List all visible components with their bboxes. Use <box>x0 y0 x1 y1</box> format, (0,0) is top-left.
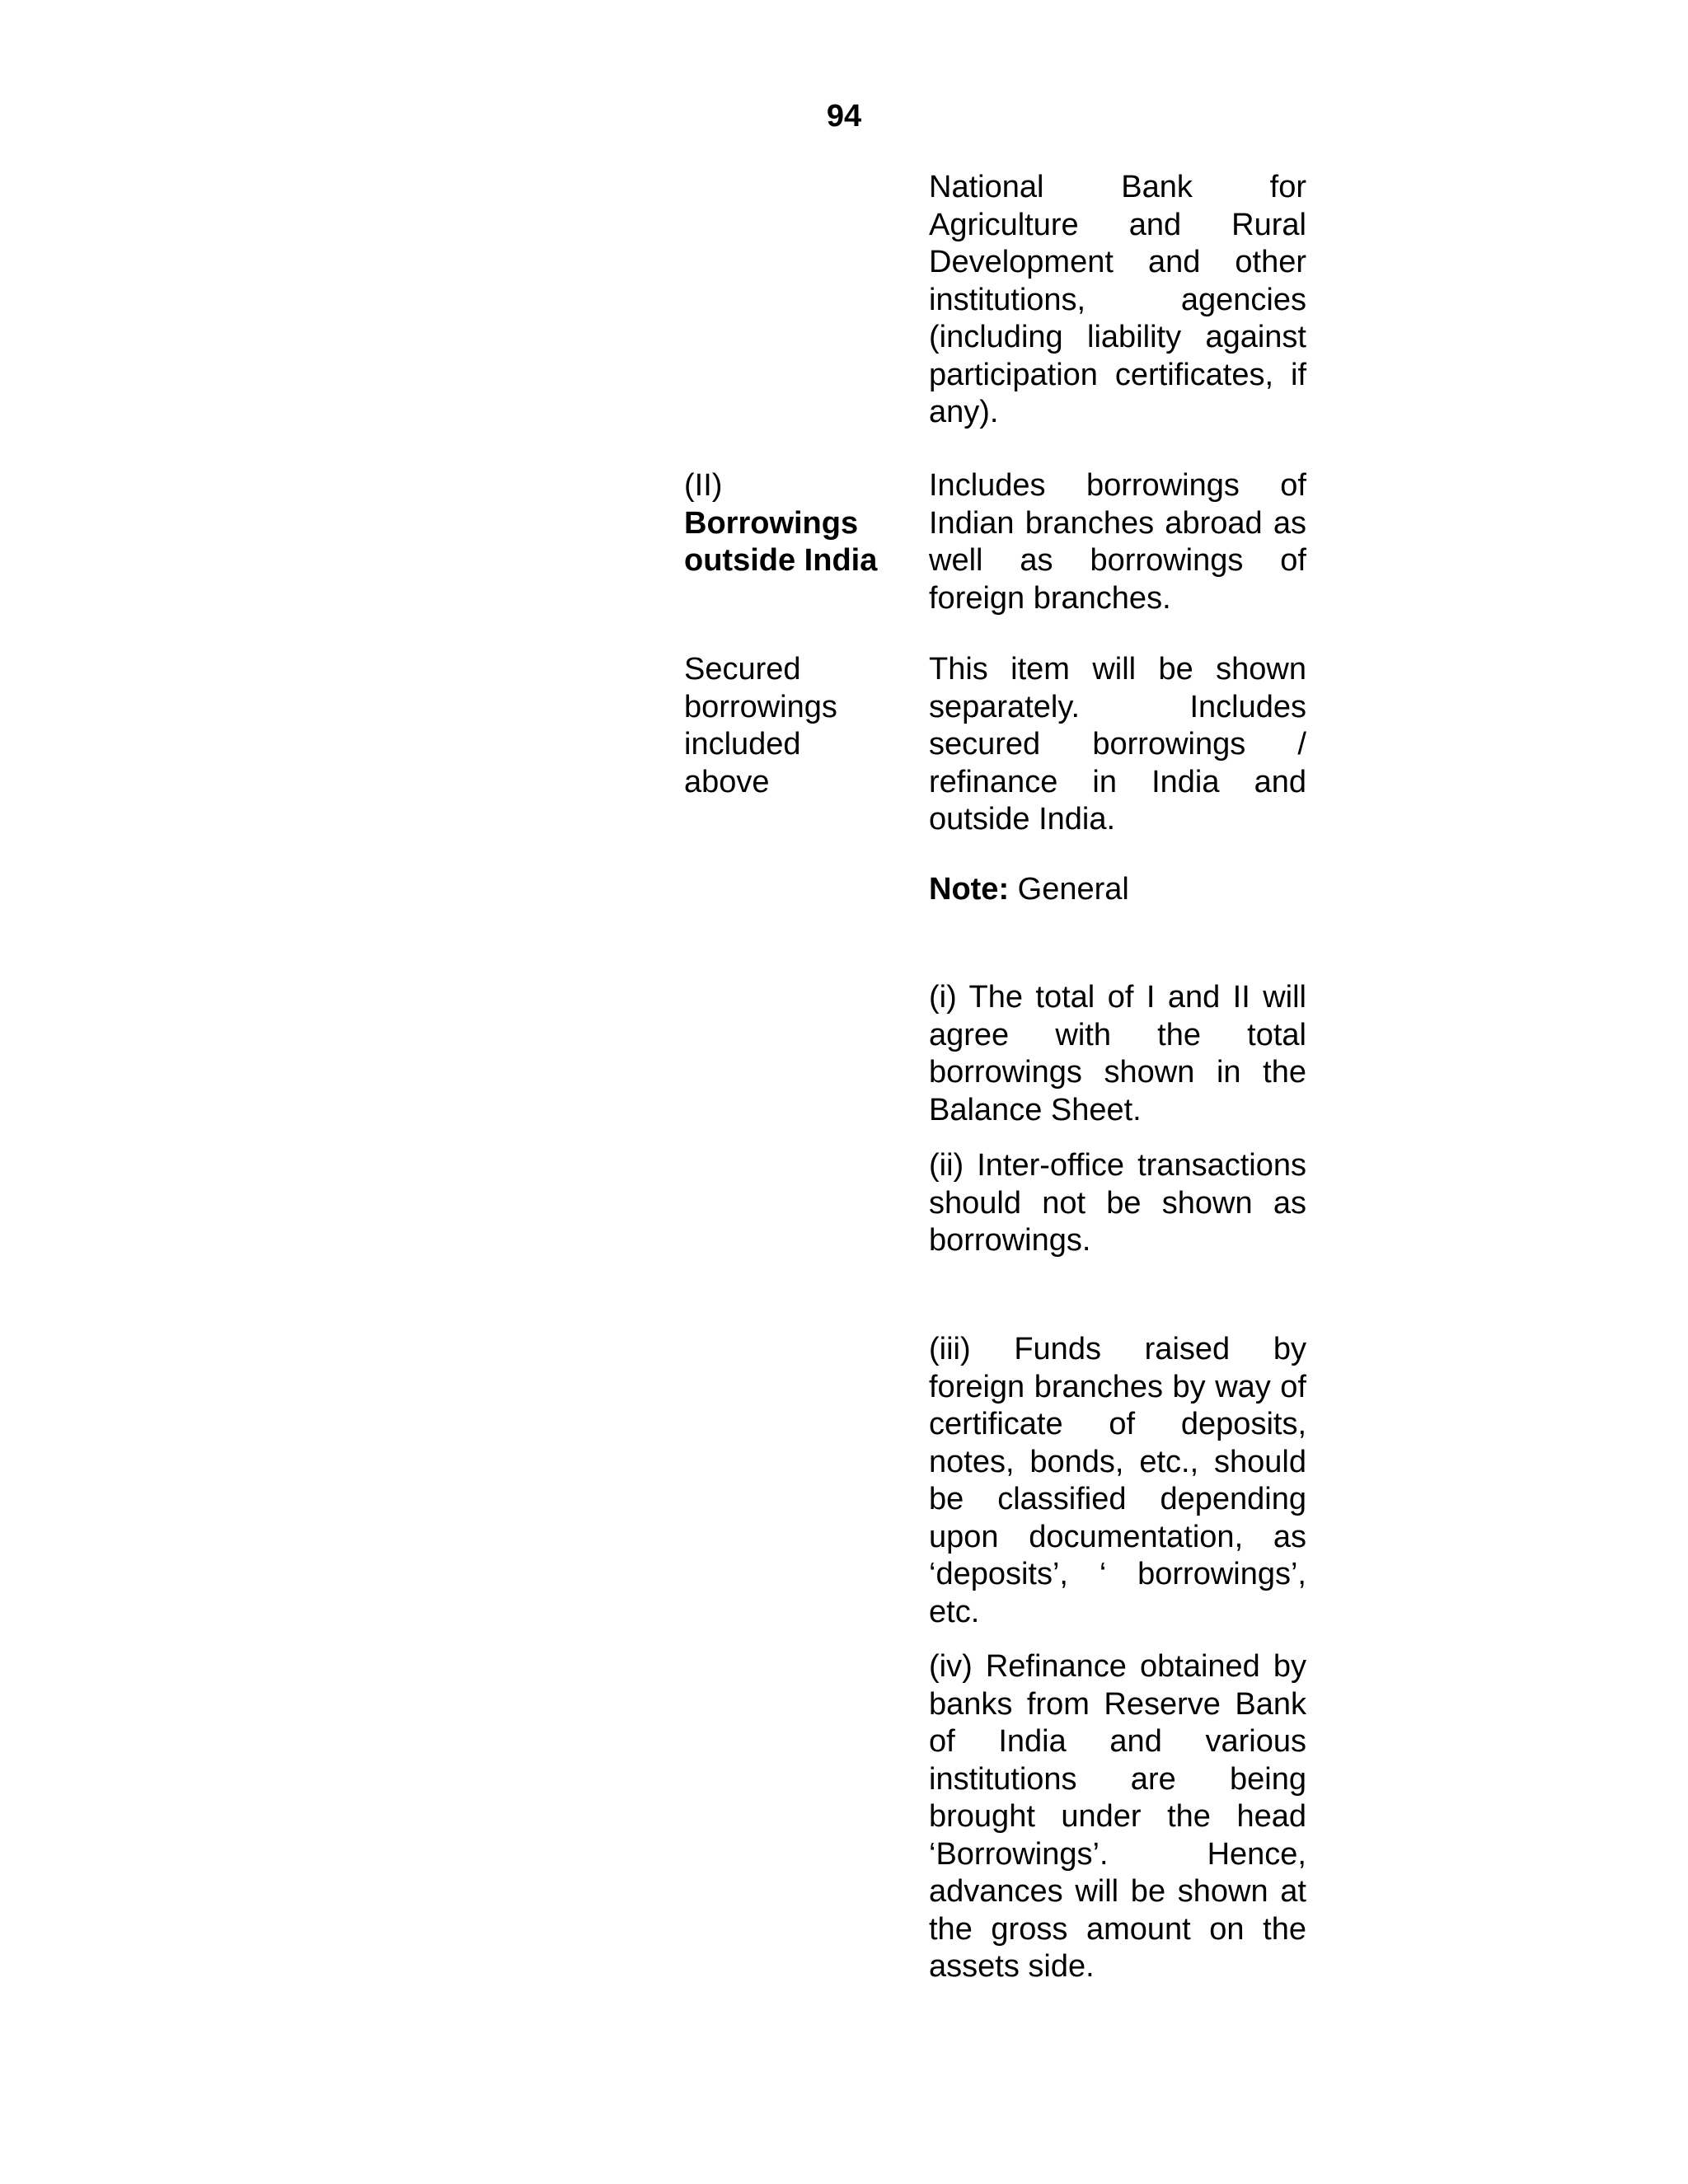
item-ii-title-line2: outside India <box>684 543 878 578</box>
item-ii-label <box>684 467 898 580</box>
note-heading <box>929 871 1306 909</box>
note-item-ii: (ii) Inter-office transactions should not be shown as borrowings. <box>929 1148 1306 1258</box>
secured-line2: borrowings <box>684 689 837 724</box>
item-ii-code: (II) <box>684 468 723 503</box>
note-text: General <box>1009 872 1129 907</box>
item-ii-title-line1: Borrowings <box>684 505 859 541</box>
secured-borrowings-description: This item will be shown separately. Includes secured borrowings / refinance in India and outside India. <box>929 652 1306 837</box>
note-item-iv: (iv) Refinance obtained by banks from Reserve Bank of India and various institutions are being brought under the head ‘Borrowings’. Hence, advances will be shown at the gross amount on the assets side. <box>929 1649 1306 1984</box>
page-number: 94 <box>826 99 862 134</box>
secured-line4: above <box>684 764 770 799</box>
note-item-iii: (iii) Funds raised by foreign branches by way of certificate of deposits, notes, bonds, etc., should be classified depending upon documentation, as ‘deposits’, ‘ borrowings’, etc. <box>929 1332 1306 1629</box>
note-item-i: (i) The total of I and II will agree with the total borrowings shown in the Balance Sheet. <box>929 980 1306 1127</box>
secured-line1: Secured <box>684 652 801 687</box>
row-nabard-description: National Bank for Agriculture and Rural Development and other institutions, agencies (including liability against participation certificates, if any). <box>929 170 1306 429</box>
note-label: Note: <box>929 872 1010 907</box>
item-ii-description: Includes borrowings of Indian branches abroad as well as borrowings of foreign branches. <box>929 468 1306 616</box>
secured-borrowings-label <box>684 651 898 801</box>
secured-line3: included <box>684 727 801 762</box>
